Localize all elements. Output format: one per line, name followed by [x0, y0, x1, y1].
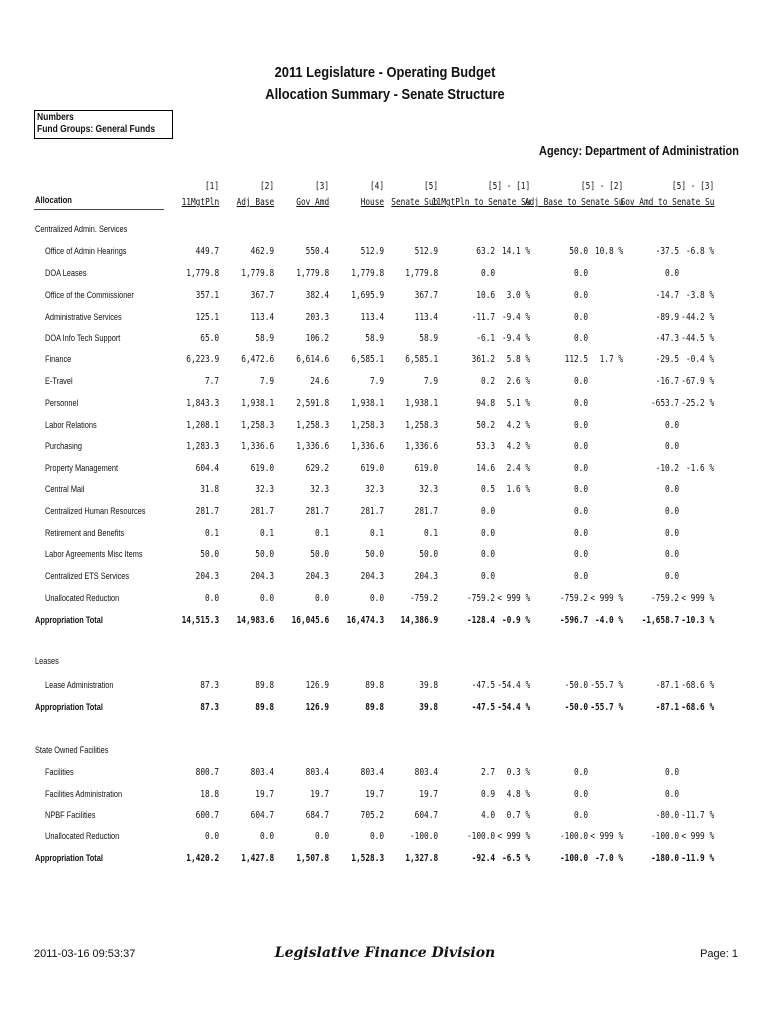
- difference-amount-cell: -87.1: [655, 680, 679, 691]
- difference-amount-cell: 0.0: [664, 549, 679, 560]
- allocation-label: DOA Leases: [45, 268, 87, 278]
- value-cell: 39.8: [419, 680, 438, 691]
- value-cell: 1,258.3: [241, 420, 274, 431]
- value-cell: 1,779.8: [296, 268, 329, 279]
- allocation-label: Administrative Services: [45, 312, 122, 322]
- difference-amount-cell: 0.0: [573, 312, 588, 323]
- difference-amount-cell: -37.5: [655, 246, 679, 257]
- column-number-1: [1]: [204, 181, 219, 192]
- appropriation-total-label: Appropriation Total: [35, 853, 103, 863]
- value-cell: 0.1: [423, 528, 438, 539]
- value-cell: 16,045.6: [291, 615, 329, 626]
- difference-amount-cell: -11.7: [471, 312, 495, 323]
- allocation-label: Unallocated Reduction: [45, 831, 120, 841]
- difference-amount-cell: 0.9: [480, 789, 495, 800]
- value-cell: 1,420.2: [186, 853, 219, 864]
- difference-amount-cell: 0.0: [573, 484, 588, 495]
- value-cell: 1,208.1: [186, 420, 219, 431]
- value-cell: 87.3: [200, 702, 219, 713]
- difference-amount-cell: 0.5: [480, 484, 495, 495]
- value-cell: 6,585.1: [351, 354, 384, 365]
- value-cell: 0.0: [204, 831, 219, 842]
- allocation-label: Unallocated Reduction: [45, 593, 120, 603]
- value-cell: 0.1: [314, 528, 329, 539]
- difference-amount-cell: 0.2: [480, 376, 495, 387]
- value-cell: 50.0: [200, 549, 219, 560]
- difference-percent-cell: -9.4 %: [501, 312, 530, 323]
- value-cell: 87.3: [200, 680, 219, 691]
- difference-amount-cell: -100.0: [559, 831, 588, 842]
- allocation-label: Lease Administration: [45, 680, 114, 690]
- difference-amount-cell: -653.7: [650, 398, 679, 409]
- value-cell: -759.2: [409, 593, 438, 604]
- column-label-8: Gov Amd to Senate Su: [620, 197, 714, 208]
- difference-amount-cell: 0.0: [664, 441, 679, 452]
- difference-percent-cell: -44.2 %: [681, 312, 714, 323]
- difference-amount-cell: -47.5: [471, 680, 495, 691]
- difference-amount-cell: 0.0: [573, 810, 588, 821]
- difference-percent-cell: 4.8 %: [506, 789, 530, 800]
- value-cell: 31.8: [200, 484, 219, 495]
- column-label-7: Adj Base to Senate Su: [524, 197, 623, 208]
- value-cell: 2,591.8: [296, 398, 329, 409]
- allocation-label: Labor Relations: [45, 420, 97, 430]
- value-cell: 113.4: [250, 312, 274, 323]
- difference-amount-cell: -128.4: [466, 615, 495, 626]
- value-cell: 684.7: [305, 810, 329, 821]
- value-cell: 1,695.9: [351, 290, 384, 301]
- difference-amount-cell: 0.0: [664, 420, 679, 431]
- difference-percent-cell: -0.4 %: [685, 354, 714, 365]
- difference-amount-cell: -759.2: [466, 593, 495, 604]
- value-cell: 50.0: [365, 549, 384, 560]
- difference-amount-cell: -100.0: [559, 853, 588, 864]
- allocation-label: Facilities Administration: [45, 789, 123, 799]
- difference-amount-cell: 0.0: [573, 376, 588, 387]
- difference-amount-cell: -92.4: [471, 853, 495, 864]
- value-cell: 6,223.9: [186, 354, 219, 365]
- difference-amount-cell: 0.0: [573, 789, 588, 800]
- value-cell: 629.2: [305, 463, 329, 474]
- difference-percent-cell: -4.0 %: [594, 615, 623, 626]
- value-cell: 600.7: [195, 810, 219, 821]
- difference-amount-cell: 0.0: [573, 506, 588, 517]
- difference-amount-cell: -14.7: [655, 290, 679, 301]
- difference-amount-cell: 0.0: [573, 441, 588, 452]
- value-cell: 204.3: [195, 571, 219, 582]
- value-cell: 604.4: [195, 463, 219, 474]
- difference-amount-cell: 50.0: [569, 246, 588, 257]
- difference-amount-cell: 63.2: [476, 246, 495, 257]
- value-cell: 89.8: [255, 702, 274, 713]
- section-heading: Centralized Admin. Services: [35, 224, 128, 234]
- difference-percent-cell: -6.5 %: [501, 853, 530, 864]
- difference-amount-cell: -759.2: [559, 593, 588, 604]
- difference-amount-cell: 0.0: [664, 268, 679, 279]
- value-cell: -100.0: [409, 831, 438, 842]
- difference-percent-cell: -1.6 %: [685, 463, 714, 474]
- value-cell: 32.3: [365, 484, 384, 495]
- column-label-5: Senate Sub: [391, 197, 438, 208]
- difference-amount-cell: -6.1: [476, 333, 495, 344]
- difference-amount-cell: 10.6: [476, 290, 495, 301]
- section-heading: Leases: [35, 656, 59, 666]
- difference-amount-cell: -1,658.7: [641, 615, 679, 626]
- difference-amount-cell: -50.0: [564, 680, 588, 691]
- allocation-label: Labor Agreements Misc Items: [45, 549, 143, 559]
- info-fund-groups: Fund Groups: General Funds: [37, 124, 156, 135]
- value-cell: 7.9: [423, 376, 438, 387]
- agency-label: Agency: Department of Administration: [539, 143, 739, 158]
- value-cell: 1,336.6: [405, 441, 438, 452]
- difference-percent-cell: 2.4 %: [506, 463, 530, 474]
- footer-page-number: Page: 1: [700, 948, 738, 960]
- difference-amount-cell: 0.0: [480, 549, 495, 560]
- value-cell: 32.3: [310, 484, 329, 495]
- value-cell: 449.7: [195, 246, 219, 257]
- value-cell: 203.3: [305, 312, 329, 323]
- column-number-7: [5] - [2]: [580, 181, 623, 192]
- value-cell: 512.9: [414, 246, 438, 257]
- allocation-label: Centralized ETS Services: [45, 571, 130, 581]
- value-cell: 367.7: [250, 290, 274, 301]
- difference-percent-cell: -9.4 %: [501, 333, 530, 344]
- difference-amount-cell: 0.0: [573, 290, 588, 301]
- value-cell: 6,614.6: [296, 354, 329, 365]
- difference-percent-cell: 10.8 %: [594, 246, 623, 257]
- allocation-label: Personnel: [45, 398, 79, 408]
- allocation-label: E-Travel: [45, 376, 73, 386]
- value-cell: 126.9: [305, 702, 329, 713]
- difference-percent-cell: -10.3 %: [681, 615, 714, 626]
- report-title: 2011 Legislature - Operating Budget: [274, 64, 496, 81]
- value-cell: 800.7: [195, 767, 219, 778]
- value-cell: 803.4: [250, 767, 274, 778]
- value-cell: 58.9: [419, 333, 438, 344]
- difference-percent-cell: -7.0 %: [594, 853, 623, 864]
- value-cell: 19.7: [365, 789, 384, 800]
- difference-amount-cell: 0.0: [664, 528, 679, 539]
- difference-amount-cell: -80.0: [655, 810, 679, 821]
- value-cell: 125.1: [195, 312, 219, 323]
- value-cell: 0.1: [369, 528, 384, 539]
- value-cell: 1,779.8: [241, 268, 274, 279]
- value-cell: 14,386.9: [400, 615, 438, 626]
- value-cell: 1,779.8: [186, 268, 219, 279]
- difference-amount-cell: -100.0: [650, 831, 679, 842]
- value-cell: 1,427.8: [241, 853, 274, 864]
- value-cell: 58.9: [365, 333, 384, 344]
- allocation-label: Property Management: [45, 463, 119, 473]
- difference-percent-cell: -0.9 %: [501, 615, 530, 626]
- value-cell: 0.0: [369, 593, 384, 604]
- value-cell: 0.0: [259, 593, 274, 604]
- column-number-3: [3]: [314, 181, 329, 192]
- difference-amount-cell: -47.5: [471, 702, 495, 713]
- value-cell: 619.0: [250, 463, 274, 474]
- difference-percent-cell: < 999 %: [681, 831, 714, 842]
- difference-amount-cell: 0.0: [573, 549, 588, 560]
- column-label-4: House: [360, 197, 384, 208]
- difference-amount-cell: -87.1: [655, 702, 679, 713]
- difference-percent-cell: 4.2 %: [506, 441, 530, 452]
- difference-percent-cell: < 999 %: [590, 831, 623, 842]
- value-cell: 6,472.6: [241, 354, 274, 365]
- value-cell: 6,585.1: [405, 354, 438, 365]
- difference-amount-cell: 0.0: [573, 463, 588, 474]
- allocation-label: Office of Admin Hearings: [45, 246, 127, 256]
- allocation-label: NPBF Facilities: [45, 810, 96, 820]
- difference-percent-cell: < 999 %: [590, 593, 623, 604]
- difference-amount-cell: 0.0: [664, 506, 679, 517]
- value-cell: 1,327.8: [405, 853, 438, 864]
- difference-percent-cell: -54.4 %: [497, 702, 530, 713]
- difference-amount-cell: 0.0: [480, 506, 495, 517]
- footer-division: Legislative Finance Division: [274, 945, 496, 961]
- difference-amount-cell: 0.0: [480, 571, 495, 582]
- difference-amount-cell: 0.0: [573, 398, 588, 409]
- value-cell: 14,515.3: [181, 615, 219, 626]
- value-cell: 0.0: [204, 593, 219, 604]
- value-cell: 89.8: [365, 702, 384, 713]
- difference-amount-cell: 0.0: [573, 268, 588, 279]
- value-cell: 204.3: [250, 571, 274, 582]
- difference-amount-cell: -100.0: [466, 831, 495, 842]
- value-cell: 32.3: [255, 484, 274, 495]
- value-cell: 281.7: [414, 506, 438, 517]
- value-cell: 1,938.1: [405, 398, 438, 409]
- difference-amount-cell: 14.6: [476, 463, 495, 474]
- column-label-3: Gov Amd: [296, 197, 329, 208]
- value-cell: 281.7: [360, 506, 384, 517]
- value-cell: 619.0: [414, 463, 438, 474]
- footer-timestamp: 2011-03-16 09:53:37: [34, 948, 136, 960]
- value-cell: 1,507.8: [296, 853, 329, 864]
- value-cell: 281.7: [305, 506, 329, 517]
- difference-amount-cell: 0.0: [664, 571, 679, 582]
- value-cell: 126.9: [305, 680, 329, 691]
- value-cell: 1,336.6: [351, 441, 384, 452]
- allocation-label: DOA Info Tech Support: [45, 333, 121, 343]
- difference-percent-cell: 0.7 %: [506, 810, 530, 821]
- difference-amount-cell: -180.0: [650, 853, 679, 864]
- info-numbers: Numbers: [37, 112, 74, 123]
- value-cell: 1,843.3: [186, 398, 219, 409]
- difference-percent-cell: -6.8 %: [685, 246, 714, 257]
- allocation-label: Office of the Commissioner: [45, 290, 134, 300]
- value-cell: 1,258.3: [296, 420, 329, 431]
- value-cell: 19.7: [255, 789, 274, 800]
- value-cell: 7.7: [204, 376, 219, 387]
- value-cell: 281.7: [250, 506, 274, 517]
- allocation-header-underline: [34, 209, 164, 210]
- value-cell: 19.7: [310, 789, 329, 800]
- column-number-5: [5]: [423, 181, 438, 192]
- value-cell: 204.3: [414, 571, 438, 582]
- value-cell: 89.8: [365, 680, 384, 691]
- difference-percent-cell: -55.7 %: [590, 702, 623, 713]
- difference-amount-cell: -596.7: [559, 615, 588, 626]
- value-cell: 1,336.6: [241, 441, 274, 452]
- difference-percent-cell: -68.6 %: [681, 702, 714, 713]
- difference-percent-cell: -67.9 %: [681, 376, 714, 387]
- value-cell: 113.4: [360, 312, 384, 323]
- report-subtitle: Allocation Summary - Senate Structure: [265, 86, 505, 103]
- value-cell: 367.7: [414, 290, 438, 301]
- value-cell: 705.2: [360, 810, 384, 821]
- value-cell: 604.7: [250, 810, 274, 821]
- difference-amount-cell: 53.3: [476, 441, 495, 452]
- value-cell: 0.0: [259, 831, 274, 842]
- value-cell: 382.4: [305, 290, 329, 301]
- value-cell: 803.4: [414, 767, 438, 778]
- difference-percent-cell: 2.6 %: [506, 376, 530, 387]
- difference-amount-cell: 112.5: [564, 354, 588, 365]
- difference-amount-cell: 0.0: [480, 528, 495, 539]
- value-cell: 1,938.1: [241, 398, 274, 409]
- value-cell: 50.0: [310, 549, 329, 560]
- value-cell: 50.0: [255, 549, 274, 560]
- difference-percent-cell: -11.7 %: [681, 810, 714, 821]
- allocation-label: Facilities: [45, 767, 74, 777]
- difference-amount-cell: -89.9: [655, 312, 679, 323]
- difference-amount-cell: 0.0: [664, 789, 679, 800]
- difference-percent-cell: 1.7 %: [599, 354, 623, 365]
- value-cell: 14,983.6: [236, 615, 274, 626]
- value-cell: 1,258.3: [351, 420, 384, 431]
- value-cell: 19.7: [419, 789, 438, 800]
- value-cell: 16,474.3: [346, 615, 384, 626]
- column-label-2: Adj Base: [236, 197, 274, 208]
- difference-amount-cell: -759.2: [650, 593, 679, 604]
- value-cell: 0.0: [314, 593, 329, 604]
- value-cell: 357.1: [195, 290, 219, 301]
- value-cell: 7.9: [259, 376, 274, 387]
- value-cell: 281.7: [195, 506, 219, 517]
- difference-amount-cell: -29.5: [655, 354, 679, 365]
- difference-percent-cell: 0.3 %: [506, 767, 530, 778]
- difference-amount-cell: 0.0: [573, 333, 588, 344]
- appropriation-total-label: Appropriation Total: [35, 702, 103, 712]
- value-cell: 462.9: [250, 246, 274, 257]
- value-cell: 204.3: [360, 571, 384, 582]
- section-heading: State Owned Facilities: [35, 745, 109, 755]
- difference-amount-cell: 50.2: [476, 420, 495, 431]
- difference-percent-cell: 1.6 %: [506, 484, 530, 495]
- value-cell: 89.8: [255, 680, 274, 691]
- difference-percent-cell: < 999 %: [497, 593, 530, 604]
- difference-amount-cell: 0.0: [573, 420, 588, 431]
- allocation-label: Centralized Human Resources: [45, 506, 146, 516]
- difference-amount-cell: 0.0: [664, 484, 679, 495]
- difference-amount-cell: 2.7: [480, 767, 495, 778]
- difference-amount-cell: 361.2: [471, 354, 495, 365]
- difference-percent-cell: 5.8 %: [506, 354, 530, 365]
- value-cell: 24.6: [310, 376, 329, 387]
- difference-percent-cell: 3.0 %: [506, 290, 530, 301]
- column-number-2: [2]: [259, 181, 274, 192]
- value-cell: 65.0: [200, 333, 219, 344]
- difference-amount-cell: -10.2: [655, 463, 679, 474]
- allocation-label: Purchasing: [45, 441, 82, 451]
- difference-amount-cell: -16.7: [655, 376, 679, 387]
- value-cell: 106.2: [305, 333, 329, 344]
- column-label-6: 11MgtPln to Senate Su: [431, 197, 530, 208]
- value-cell: 512.9: [360, 246, 384, 257]
- value-cell: 1,779.8: [351, 268, 384, 279]
- value-cell: 0.1: [259, 528, 274, 539]
- value-cell: 0.1: [204, 528, 219, 539]
- difference-percent-cell: < 999 %: [497, 831, 530, 842]
- value-cell: 18.8: [200, 789, 219, 800]
- allocation-column-header: Allocation: [35, 195, 72, 205]
- difference-percent-cell: -54.4 %: [497, 680, 530, 691]
- value-cell: 204.3: [305, 571, 329, 582]
- difference-percent-cell: -68.6 %: [681, 680, 714, 691]
- value-cell: 1,938.1: [351, 398, 384, 409]
- value-cell: 619.0: [360, 463, 384, 474]
- difference-percent-cell: -3.8 %: [685, 290, 714, 301]
- value-cell: 58.9: [255, 333, 274, 344]
- value-cell: 50.0: [419, 549, 438, 560]
- value-cell: 1,336.6: [296, 441, 329, 452]
- difference-percent-cell: -25.2 %: [681, 398, 714, 409]
- value-cell: 1,528.3: [351, 853, 384, 864]
- value-cell: 0.0: [369, 831, 384, 842]
- value-cell: 39.8: [419, 702, 438, 713]
- value-cell: 803.4: [360, 767, 384, 778]
- difference-percent-cell: 5.1 %: [506, 398, 530, 409]
- value-cell: 113.4: [414, 312, 438, 323]
- difference-percent-cell: -55.7 %: [590, 680, 623, 691]
- difference-amount-cell: 0.0: [480, 268, 495, 279]
- filter-info-box: [34, 110, 173, 139]
- difference-amount-cell: 4.0: [480, 810, 495, 821]
- difference-amount-cell: 0.0: [573, 767, 588, 778]
- value-cell: 1,283.3: [186, 441, 219, 452]
- allocation-label: Central Mail: [45, 484, 85, 494]
- value-cell: 803.4: [305, 767, 329, 778]
- difference-amount-cell: 0.0: [664, 767, 679, 778]
- appropriation-total-label: Appropriation Total: [35, 615, 103, 625]
- difference-amount-cell: 0.0: [573, 571, 588, 582]
- difference-percent-cell: 4.2 %: [506, 420, 530, 431]
- difference-amount-cell: -50.0: [564, 702, 588, 713]
- value-cell: 604.7: [414, 810, 438, 821]
- difference-amount-cell: -47.3: [655, 333, 679, 344]
- column-label-1: 11MgtPln: [181, 197, 219, 208]
- difference-percent-cell: 14.1 %: [501, 246, 530, 257]
- column-number-6: [5] - [1]: [487, 181, 530, 192]
- difference-percent-cell: -11.9 %: [681, 853, 714, 864]
- difference-amount-cell: 0.0: [573, 528, 588, 539]
- allocation-label: Finance: [45, 354, 72, 364]
- allocation-label: Retirement and Benefits: [45, 528, 125, 538]
- column-number-4: [4]: [369, 181, 384, 192]
- difference-percent-cell: -44.5 %: [681, 333, 714, 344]
- value-cell: 1,258.3: [405, 420, 438, 431]
- value-cell: 32.3: [419, 484, 438, 495]
- value-cell: 1,779.8: [405, 268, 438, 279]
- value-cell: 7.9: [369, 376, 384, 387]
- difference-amount-cell: 94.8: [476, 398, 495, 409]
- column-number-8: [5] - [3]: [671, 181, 714, 192]
- difference-percent-cell: < 999 %: [681, 593, 714, 604]
- value-cell: 550.4: [305, 246, 329, 257]
- value-cell: 0.0: [314, 831, 329, 842]
